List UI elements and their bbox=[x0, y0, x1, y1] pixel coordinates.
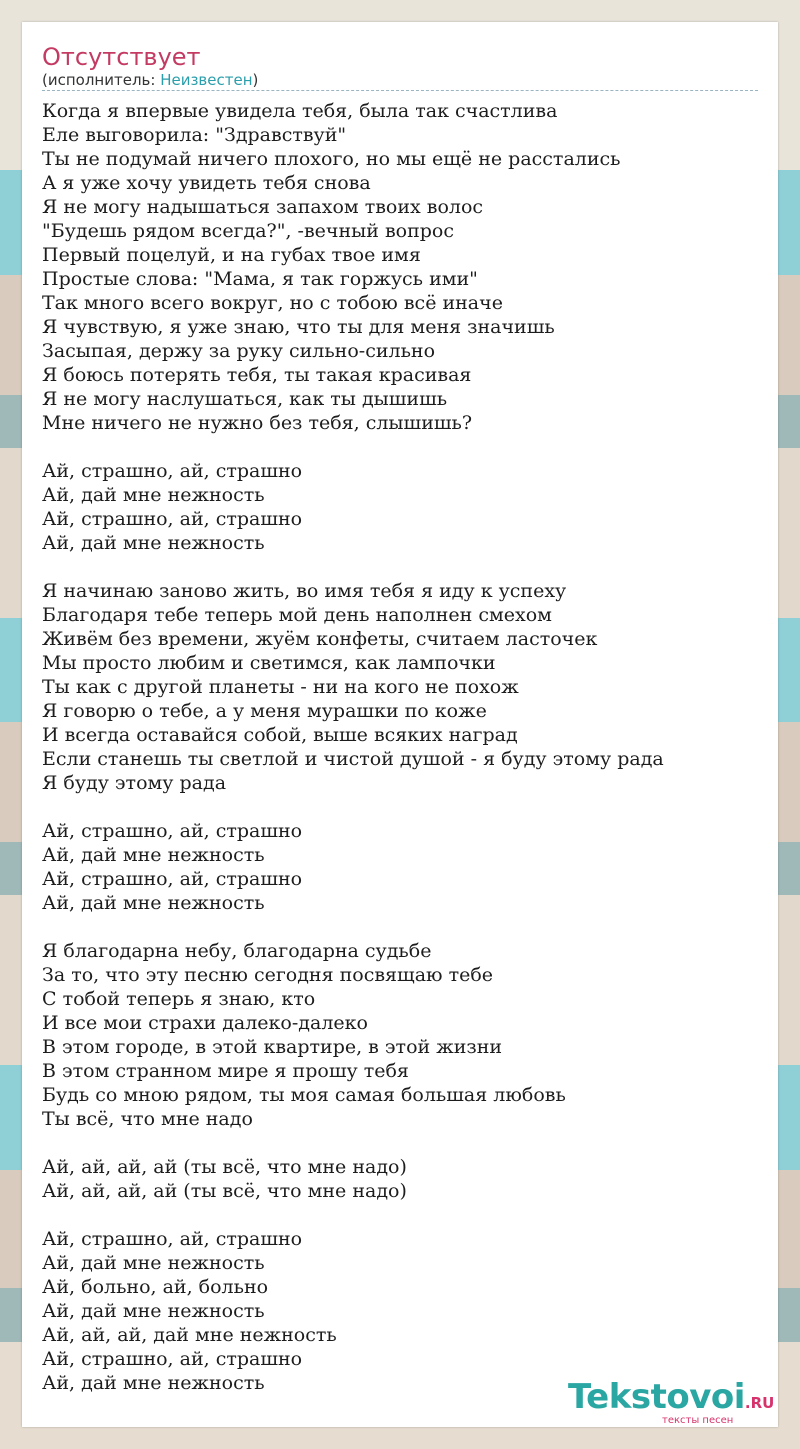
lyrics-line: В этом странном мире я прошу тебя bbox=[42, 1060, 409, 1082]
lyrics-stanza bbox=[42, 99, 762, 435]
title-divider bbox=[42, 90, 758, 91]
lyrics-line: Ты как с другой планеты - ни на кого не похож bbox=[42, 676, 519, 698]
lyrics-line: Я чувствую, я уже знаю, что ты для меня значишь bbox=[42, 316, 555, 338]
lyrics-line: Мне ничего не нужно без тебя, слышишь? bbox=[42, 412, 473, 434]
lyrics-stanza bbox=[42, 579, 762, 795]
lyrics-line: Первый поцелуй, и на губах твое имя bbox=[42, 244, 421, 266]
song-title: Отсутствует bbox=[42, 43, 201, 71]
lyrics-line: Ай, страшно, ай, страшно bbox=[42, 460, 303, 482]
lyrics-line: Мы просто любим и светимся, как лампочки bbox=[42, 652, 496, 674]
site-logo[interactable] bbox=[568, 1377, 775, 1428]
artist-prefix: (исполнитель: bbox=[42, 71, 161, 89]
lyrics-line: Ай, дай мне нежность bbox=[42, 484, 265, 506]
lyrics-line: Ай, страшно, ай, страшно bbox=[42, 868, 303, 890]
lyrics-line: Ай, ай, ай, дай мне нежность bbox=[42, 1324, 337, 1346]
lyrics-line: Ай, страшно, ай, страшно bbox=[42, 820, 303, 842]
lyrics-line: Когда я впервые увидела тебя, была так счастлива bbox=[42, 100, 558, 122]
lyrics-line: Ай, дай мне нежность bbox=[42, 892, 265, 914]
artist-link[interactable]: Неизвестен bbox=[160, 71, 253, 89]
lyrics-line: "Будешь рядом всегда?", -вечный вопрос bbox=[42, 220, 454, 242]
lyrics-text bbox=[42, 99, 762, 1419]
artist-line bbox=[42, 71, 258, 89]
lyrics-stanza bbox=[42, 1227, 762, 1395]
lyrics-line: Я говорю о тебе, а у меня мурашки по коже bbox=[42, 700, 487, 722]
lyrics-line: Ты не подумай ничего плохого, но мы ещё не расстались bbox=[42, 148, 621, 170]
lyrics-line: Ай, ай, ай, ай (ты всё, что мне надо) bbox=[42, 1156, 407, 1178]
lyrics-line: Ай, больно, ай, больно bbox=[42, 1276, 269, 1298]
lyrics-line: Ай, страшно, ай, страшно bbox=[42, 1228, 303, 1250]
lyrics-line: И все мои страхи далеко-далеко bbox=[42, 1012, 368, 1034]
logo-wordmark: Tekstovoi bbox=[568, 1377, 745, 1417]
lyrics-line: Ай, дай мне нежность bbox=[42, 1372, 265, 1394]
lyrics-line: Еле выговорила: "Здравствуй" bbox=[42, 124, 347, 146]
lyrics-line: Ай, ай, ай, ай (ты всё, что мне надо) bbox=[42, 1180, 407, 1202]
logo-tagline: тексты песен bbox=[662, 1415, 734, 1426]
artist-suffix: ) bbox=[252, 71, 259, 89]
lyrics-line: Будь со мною рядом, ты моя самая большая любовь bbox=[42, 1084, 566, 1106]
lyrics-line: Ты всё, что мне надо bbox=[42, 1108, 253, 1130]
lyrics-line: Благодаря тебе теперь мой день наполнен смехом bbox=[42, 604, 552, 626]
lyrics-line: А я уже хочу увидеть тебя снова bbox=[42, 172, 371, 194]
lyrics-line: За то, что эту песню сегодня посвящаю тебе bbox=[42, 964, 494, 986]
logo-tld: .RU bbox=[744, 1394, 775, 1412]
lyrics-line: Ай, дай мне нежность bbox=[42, 1300, 265, 1322]
lyrics-line: Я благодарна небу, благодарна судьбе bbox=[42, 940, 432, 962]
lyrics-line: Я начинаю заново жить, во имя тебя я иду к успеху bbox=[42, 580, 567, 602]
lyrics-line: Я боюсь потерять тебя, ты такая красивая bbox=[42, 364, 472, 386]
lyrics-stanza bbox=[42, 939, 762, 1131]
lyrics-line: И всегда оставайся собой, выше всяких наград bbox=[42, 724, 518, 746]
lyrics-stanza bbox=[42, 819, 762, 915]
lyrics-line: С тобой теперь я знаю, кто bbox=[42, 988, 316, 1010]
lyrics-line: Ай, дай мне нежность bbox=[42, 1252, 265, 1274]
lyrics-line: Я не могу надышаться запахом твоих волос bbox=[42, 196, 484, 218]
lyrics-line: Я не могу наслушаться, как ты дышишь bbox=[42, 388, 448, 410]
lyrics-line: Живём без времени, жуём конфеты, считаем ласточек bbox=[42, 628, 598, 650]
lyrics-line: Ай, дай мне нежность bbox=[42, 532, 265, 554]
lyrics-line: Простые слова: "Мама, я так горжусь ими" bbox=[42, 268, 478, 290]
lyrics-stanza bbox=[42, 459, 762, 555]
lyrics-line: В этом городе, в этой квартире, в этой жизни bbox=[42, 1036, 503, 1058]
lyrics-line: Так много всего вокруг, но с тобою всё иначе bbox=[42, 292, 503, 314]
lyrics-line: Засыпая, держу за руку сильно-сильно bbox=[42, 340, 436, 362]
lyrics-line: Ай, дай мне нежность bbox=[42, 844, 265, 866]
lyrics-line: Я буду этому рада bbox=[42, 772, 227, 794]
lyrics-stanza bbox=[42, 1155, 762, 1203]
lyrics-line: Если станешь ты светлой и чистой душой - я буду этому рада bbox=[42, 748, 664, 770]
lyrics-card bbox=[22, 22, 778, 1427]
lyrics-line: Ай, страшно, ай, страшно bbox=[42, 508, 303, 530]
lyrics-line: Ай, страшно, ай, страшно bbox=[42, 1348, 303, 1370]
